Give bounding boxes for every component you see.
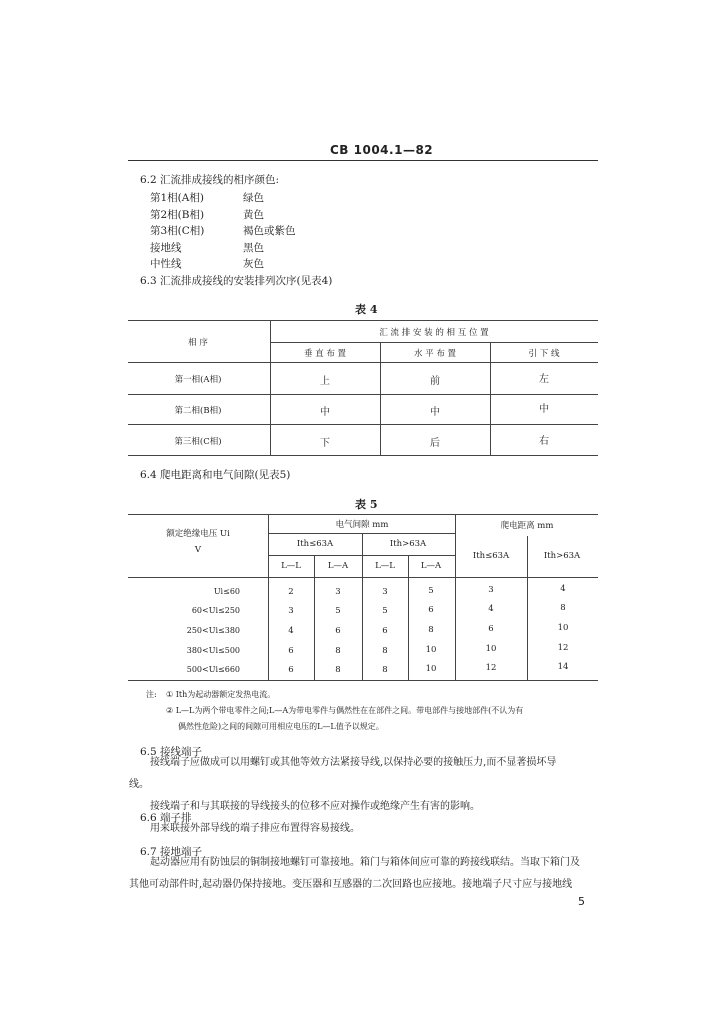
table-5-header-voltage-unit: V bbox=[194, 545, 202, 555]
table-5-header-voltage: 额定绝缘电压 Ui bbox=[166, 529, 230, 539]
table-5-creepage-low: Ith≤63A bbox=[472, 551, 510, 561]
table-5-cell: 8 bbox=[560, 603, 566, 613]
table-5-cell: 6 bbox=[288, 646, 294, 656]
section-6-6-title: 6.6 端子排 bbox=[140, 812, 192, 824]
table-5-cell: 4 bbox=[288, 626, 294, 636]
table-4-cell: 中 bbox=[430, 407, 440, 418]
table-4-cell: 右 bbox=[539, 436, 549, 447]
table-4-cell: 上 bbox=[320, 376, 330, 387]
phase-color-value: 绿色 bbox=[243, 192, 264, 204]
section-6-7-paragraph-continued: 其他可动部件时,起动器仍保持接地。变压器和互感器的二次回路也应接地。接地端子尺寸应与接地线 bbox=[129, 879, 573, 890]
table-5-cell: 6 bbox=[382, 626, 388, 636]
table-5-cell: 3 bbox=[488, 585, 494, 595]
table-4-cell: 左 bbox=[539, 374, 549, 385]
table-5-caption: 表 5 bbox=[355, 498, 378, 511]
table-5-cell: 3 bbox=[335, 587, 341, 597]
table-4-cell: 前 bbox=[430, 376, 440, 387]
table-5-voltage-cell: Ui≤60 bbox=[213, 587, 240, 596]
table-5-cell: 6 bbox=[488, 624, 494, 634]
table-5-cell: 6 bbox=[335, 626, 341, 636]
phase-color-label: 第2相(B相) bbox=[150, 209, 205, 221]
table-5-cell: 3 bbox=[382, 587, 388, 597]
table-5-cell: 8 bbox=[382, 665, 388, 675]
table-5-cell: 8 bbox=[335, 665, 341, 675]
table-5-cell: 10 bbox=[425, 645, 437, 655]
table-5-voltage-cell: 500<Ui≤660 bbox=[186, 665, 240, 674]
phase-color-value: 褐色或紫色 bbox=[243, 225, 296, 237]
table-5-subcol: L—A bbox=[327, 561, 349, 571]
section-6-7-paragraph: 起动器应用有防蚀层的铜制接地螺钉可靠接地。箱门与箱体间应可靠的跨接线联结。当取下箱门及 bbox=[150, 857, 580, 868]
section-6-5-paragraph: 接线端子应做成可以用螺钉或其他等效方法紧接导线,以保持必要的接触压力,而不显著损坏导 bbox=[150, 757, 557, 768]
table-4-cell: 中 bbox=[320, 407, 330, 418]
table-4-group-header: 汇 流 排 安 装 的 相 互 位 置 bbox=[379, 328, 489, 338]
table-5-cell: 4 bbox=[488, 604, 494, 614]
table-5-subcol: L—L bbox=[281, 561, 301, 571]
table-5-cell: 8 bbox=[335, 646, 341, 656]
header-rule bbox=[128, 160, 598, 161]
table-5-cell: 5 bbox=[335, 606, 341, 616]
table-5-cell: 6 bbox=[428, 605, 434, 615]
table-5-cell: 5 bbox=[382, 606, 388, 616]
table-5-cell: 2 bbox=[288, 587, 294, 597]
table-4-subheader: 垂 直 布 置 bbox=[303, 349, 347, 359]
table-5-cell: 8 bbox=[428, 625, 434, 635]
table-4-caption: 表 4 bbox=[355, 303, 378, 316]
notes-label: 注: bbox=[146, 690, 157, 699]
table-5-cell: 8 bbox=[382, 646, 388, 656]
table-4-phase-cell: 第三相(C相) bbox=[174, 437, 222, 447]
table-5-subcol: L—L bbox=[375, 561, 395, 571]
table-4-cell: 中 bbox=[539, 404, 549, 415]
table-4-cell: 下 bbox=[320, 438, 330, 449]
phase-color-value: 灰色 bbox=[243, 258, 264, 270]
phase-color-label: 接地线 bbox=[150, 242, 182, 254]
section-6-5-title: 6.5 接线端子 bbox=[140, 746, 203, 758]
table-5-voltage-cell: 380<Ui≤500 bbox=[186, 646, 240, 655]
page-number: 5 bbox=[578, 895, 585, 908]
table-5-voltage-cell: 60<Ui≤250 bbox=[191, 606, 240, 615]
table-5-creepage-header: 爬电距离 mm bbox=[500, 521, 554, 531]
note-2: ② L—L为两个带电零件之间;L—A为带电零件与偶然性在在部件之间。带电部件与接地部件(不认为有 bbox=[166, 706, 524, 715]
note-2-continued: 偶然性危险)之间的间隙可用相应电压的L—L值予以规定。 bbox=[178, 722, 384, 731]
table-5-cell: 10 bbox=[485, 644, 497, 654]
table-5-cell: 10 bbox=[557, 623, 569, 633]
table-5-cell: 5 bbox=[428, 586, 434, 596]
table-4-subheader: 水 平 布 置 bbox=[413, 349, 457, 359]
table-4-cell: 后 bbox=[430, 438, 440, 449]
table-5-current-high: Ith>63A bbox=[389, 539, 427, 549]
table-5-cell: 6 bbox=[288, 665, 294, 675]
table-5-subcol: L—A bbox=[420, 561, 442, 571]
section-6-7-title: 6.7 接地端子 bbox=[140, 846, 203, 858]
section-6-6-paragraph: 用来联接外部导线的端子排应布置得容易接线。 bbox=[150, 823, 360, 834]
note-1: ① Ith为起动器额定发热电流。 bbox=[166, 690, 276, 699]
table-5-clearance-header: 电气间隙 mm bbox=[335, 520, 389, 530]
table-5-current-low: Ith≤63A bbox=[296, 539, 334, 549]
table-5-cell: 12 bbox=[485, 663, 497, 673]
phase-color-value: 黑色 bbox=[243, 242, 264, 254]
section-6-5-paragraph-2: 接线端子和与其联接的导线接头的位移不应对操作或绝缘产生有害的影响。 bbox=[150, 801, 480, 812]
table-4-phase-cell: 第一相(A相) bbox=[174, 375, 222, 385]
standard-code: CB 1004.1—82 bbox=[330, 143, 434, 157]
section-6-3-title: 6.3 汇流排成接线的安装排列次序(见表4) bbox=[140, 275, 333, 287]
table-4-header-phase: 相 序 bbox=[188, 338, 208, 348]
phase-color-label: 第3相(C相) bbox=[150, 225, 205, 237]
phase-color-label: 中性线 bbox=[150, 258, 182, 270]
table-5-voltage-cell: 250<Ui≤380 bbox=[186, 626, 240, 635]
table-4-subheader: 引 下 线 bbox=[528, 349, 560, 359]
table-5-cell: 14 bbox=[557, 662, 569, 672]
table-4-phase-cell: 第二相(B相) bbox=[174, 406, 222, 416]
section-6-4-title: 6.4 爬电距离和电气间隙(见表5) bbox=[140, 469, 291, 481]
table-5-cell: 3 bbox=[288, 606, 294, 616]
phase-color-value: 黄色 bbox=[243, 209, 264, 221]
table-5-cell: 12 bbox=[557, 643, 569, 653]
section-6-2-title: 6.2 汇流排成接线的相序颜色: bbox=[140, 174, 280, 186]
table-5-creepage-high: Ith>63A bbox=[543, 551, 581, 561]
section-6-5-paragraph-continued: 线。 bbox=[129, 779, 149, 790]
phase-color-label: 第1相(A相) bbox=[150, 192, 204, 204]
table-5-cell: 10 bbox=[425, 664, 437, 674]
table-5-cell: 4 bbox=[560, 584, 566, 594]
